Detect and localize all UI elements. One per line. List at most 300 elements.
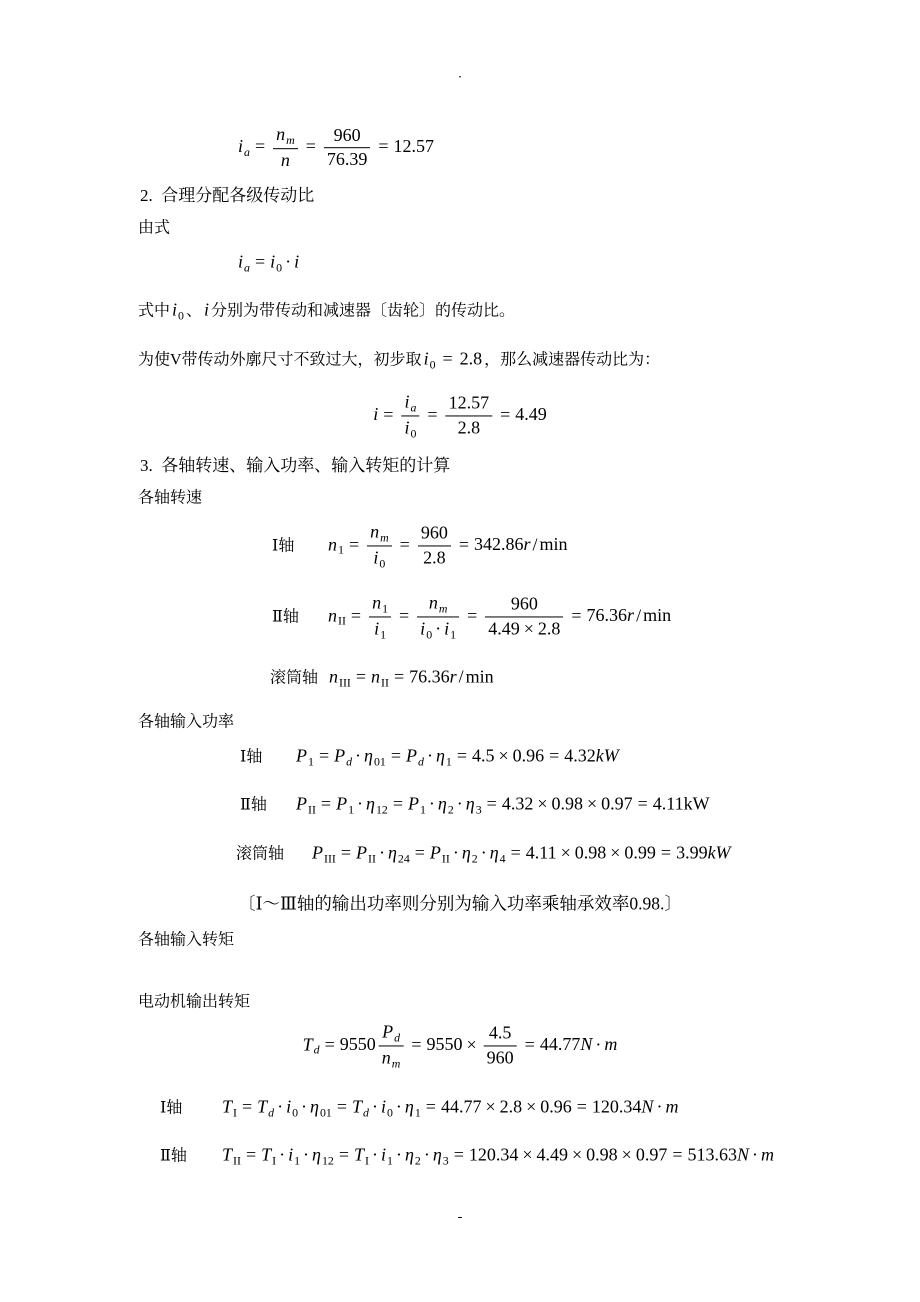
math-symbol: N xyxy=(736,1144,749,1165)
fraction-denominator xyxy=(446,417,493,440)
math-value: 0.98 xyxy=(586,1144,618,1165)
math-number xyxy=(489,1023,512,1043)
math-symbol: i xyxy=(373,547,379,568)
fraction-denominator xyxy=(379,1047,404,1071)
math-value: 0.96 xyxy=(540,1096,572,1117)
math-operator: × xyxy=(526,1096,537,1117)
math-value: 2.8 xyxy=(537,618,561,639)
math-operator: = xyxy=(348,534,360,555)
math-variable xyxy=(354,1144,369,1168)
math-subscript: 1 xyxy=(348,802,355,817)
math-operator: = xyxy=(467,605,478,626)
fraction-denominator xyxy=(485,618,563,641)
math-operator: = xyxy=(338,1144,349,1165)
math-operator: = xyxy=(486,793,497,814)
math-operator: = xyxy=(390,745,401,766)
math-variable xyxy=(288,1144,301,1168)
math-operator: · xyxy=(426,745,433,766)
math-variable xyxy=(328,534,344,557)
math-operator: = xyxy=(254,136,266,157)
math-subscript: 1 xyxy=(419,802,426,817)
math-variable xyxy=(336,793,355,817)
math-symbol: i xyxy=(270,251,276,272)
math-operator: = xyxy=(411,1034,422,1055)
math-value: 0.96 xyxy=(512,745,545,766)
math-symbol: P xyxy=(296,793,307,814)
math-subscript: 24 xyxy=(397,851,410,866)
math-variable xyxy=(382,1021,401,1045)
math-variable xyxy=(461,842,478,866)
math-subscript: 3 xyxy=(475,802,482,817)
math-subscript: 0 xyxy=(292,1105,299,1120)
math-operator: × xyxy=(572,1144,583,1165)
math-subscript: d xyxy=(418,754,424,769)
math-symbol: n xyxy=(372,592,382,613)
math-operator: / xyxy=(458,666,464,687)
math-subscript: 01 xyxy=(319,1105,332,1120)
math-value: min xyxy=(465,666,494,687)
math-symbol: T xyxy=(261,1144,272,1165)
math-operator: · xyxy=(357,793,364,814)
math-symbol: η xyxy=(489,842,499,863)
motor-torque-heading: 电动机输出转矩 xyxy=(138,993,251,1011)
math-symbol: N xyxy=(641,1096,654,1117)
math-symbol: η xyxy=(404,1144,414,1165)
math-number xyxy=(515,404,547,424)
math-symbol: i xyxy=(288,1144,294,1165)
math-subscript: m xyxy=(380,530,389,545)
math-number xyxy=(472,745,495,765)
math-subscript: 3 xyxy=(442,1153,449,1168)
math-variable xyxy=(580,1034,592,1054)
math-symbol: i xyxy=(203,299,209,320)
math-variable xyxy=(276,124,295,147)
math-subscript: 1 xyxy=(387,1153,393,1168)
output-power-note: 〔Ⅰ～Ⅲ轴的输出功率则分别为输入功率乘轴承效率0.98.〕 xyxy=(238,893,682,914)
fraction-numerator xyxy=(369,592,391,617)
math-variable xyxy=(371,666,389,690)
fraction-numerator xyxy=(324,125,371,149)
math-symbol: η xyxy=(435,745,445,766)
math-variable xyxy=(374,618,387,642)
math-variable xyxy=(435,745,452,769)
math-variable xyxy=(366,793,388,817)
math-number xyxy=(513,745,545,765)
math-value: 960 xyxy=(420,522,448,543)
math-symbol: η xyxy=(461,842,471,863)
fraction xyxy=(417,592,459,641)
math-symbol: η xyxy=(465,793,475,814)
math-value: 2.8 xyxy=(457,417,481,438)
math-number xyxy=(575,842,607,862)
formula-power-drum-shaft xyxy=(312,842,731,865)
math-subscript: II xyxy=(338,613,346,628)
math-symbol: η xyxy=(364,745,373,766)
math-value: 76.39 xyxy=(326,149,368,170)
shaft-power-heading: 各轴输入功率 xyxy=(138,713,235,731)
math-symbol: η xyxy=(404,1096,414,1117)
math-symbol: n xyxy=(370,521,380,542)
math-number xyxy=(586,1144,618,1164)
math-variable xyxy=(286,1096,299,1120)
math-symbol: i xyxy=(172,299,178,320)
math-number xyxy=(537,1144,569,1164)
text-run: ，那么减速器传动比为： xyxy=(484,351,661,369)
math-variable xyxy=(370,521,389,545)
math-operator: × xyxy=(560,842,571,863)
math-number xyxy=(488,619,520,639)
math-variable xyxy=(380,1144,393,1168)
math-subscript: III xyxy=(324,851,336,866)
math-variable xyxy=(404,391,417,415)
math-subscript: 4 xyxy=(499,851,506,866)
math-variable xyxy=(407,793,426,817)
math-variable xyxy=(429,842,450,866)
math-operator: · xyxy=(456,793,463,814)
text-run: 式中 xyxy=(138,302,171,320)
math-number xyxy=(441,1096,482,1116)
math-number xyxy=(540,1096,572,1116)
math-operator: · xyxy=(423,1144,430,1165)
math-number xyxy=(458,418,481,438)
fraction xyxy=(273,124,298,172)
math-value: 513.63 xyxy=(687,1144,737,1165)
math-variable xyxy=(172,299,184,323)
section-3-heading: 3. 各轴转速、输入功率、输入转矩的计算 xyxy=(140,455,451,475)
math-subscript: II xyxy=(441,851,450,866)
math-variable xyxy=(294,251,299,271)
text-run: 、 xyxy=(185,302,202,320)
formula-torque-shaft-2 xyxy=(222,1144,774,1167)
math-symbol: T xyxy=(257,1096,268,1117)
math-variable xyxy=(372,592,389,616)
math-variable xyxy=(281,150,290,170)
math-symbol: r xyxy=(523,534,531,555)
math-value: 9550 xyxy=(426,1034,463,1055)
math-subscript: 1 xyxy=(450,627,457,642)
shaft-torque-heading: 各轴输入转矩 xyxy=(138,931,235,949)
math-number xyxy=(500,1096,523,1116)
math-operator: = xyxy=(427,404,438,425)
math-operator: = xyxy=(399,534,410,555)
math-variable xyxy=(261,1144,277,1168)
math-symbol: P xyxy=(296,745,307,766)
math-subscript: 12 xyxy=(321,1153,334,1168)
shaft-label: Ⅰ轴 xyxy=(272,537,295,555)
math-number xyxy=(540,1034,581,1054)
fraction-numerator xyxy=(367,521,392,546)
math-subscript: 01 xyxy=(373,754,386,769)
math-number xyxy=(340,1034,376,1054)
math-value: 0.97 xyxy=(635,1144,668,1165)
math-operator: = xyxy=(425,1096,436,1117)
math-value: 4.11 xyxy=(525,842,557,863)
fraction-denominator xyxy=(273,149,298,172)
math-variable xyxy=(404,1144,421,1168)
math-operator: = xyxy=(571,605,582,626)
math-value: 2.8 xyxy=(459,348,483,369)
math-number xyxy=(676,842,708,862)
math-symbol: P xyxy=(312,842,323,863)
math-operator: = xyxy=(576,1096,587,1117)
math-operator: × xyxy=(522,1144,533,1165)
math-variable xyxy=(312,842,336,866)
math-number xyxy=(474,534,524,554)
math-value: min xyxy=(643,605,672,626)
math-number xyxy=(526,842,557,862)
math-symbol: n xyxy=(381,1047,391,1068)
math-number xyxy=(540,534,568,554)
math-variable xyxy=(238,136,250,159)
math-operator: / xyxy=(532,534,538,555)
math-number xyxy=(334,125,361,145)
fraction xyxy=(418,523,451,569)
math-subscript: d xyxy=(394,1030,401,1045)
math-operator: = xyxy=(378,136,389,157)
math-value: 4.32 xyxy=(564,745,596,766)
math-value: 4.11kW xyxy=(652,793,710,814)
math-number xyxy=(469,1144,519,1164)
math-subscript: 1 xyxy=(414,1105,421,1120)
math-operator: = xyxy=(524,1034,535,1055)
fraction xyxy=(369,592,391,641)
math-variable xyxy=(708,842,731,862)
math-variable xyxy=(596,745,619,765)
math-operator: · xyxy=(371,1096,378,1117)
fraction-numerator xyxy=(446,393,493,417)
math-subscript: 1 xyxy=(382,601,389,616)
formula-speed-shaft-1 xyxy=(328,521,568,570)
math-operator: = xyxy=(414,842,425,863)
math-operator: = xyxy=(500,404,511,425)
math-variable xyxy=(296,745,314,769)
math-variable xyxy=(381,1047,401,1071)
math-operator: = xyxy=(340,842,352,863)
math-symbol: η xyxy=(312,1144,321,1165)
math-operator: = xyxy=(254,251,266,272)
math-symbol: P xyxy=(356,842,368,863)
math-symbol: kW xyxy=(707,842,731,863)
math-subscript: 1 xyxy=(445,754,452,769)
math-variable xyxy=(406,745,424,769)
math-symbol: η xyxy=(366,793,375,814)
shaft-label: Ⅱ轴 xyxy=(160,1147,187,1165)
formula-reducer-ratio xyxy=(373,391,546,440)
math-subscript: 2 xyxy=(447,802,454,817)
math-operator: = xyxy=(672,1144,683,1165)
shaft-label: Ⅱ轴 xyxy=(240,796,267,814)
fraction-numerator xyxy=(485,594,563,618)
fraction xyxy=(379,1021,404,1070)
math-subscript: 2 xyxy=(414,1153,421,1168)
math-variable xyxy=(428,592,448,616)
math-symbol: T xyxy=(354,1144,365,1165)
math-variable xyxy=(489,842,506,866)
math-variable xyxy=(222,1144,241,1168)
math-operator: = xyxy=(453,1144,464,1165)
math-symbol: n xyxy=(371,666,381,687)
math-symbol: n xyxy=(329,666,338,687)
formula-speed-shaft-2 xyxy=(328,592,671,641)
math-value: 12.57 xyxy=(393,136,434,157)
math-symbol: P xyxy=(429,842,441,863)
fraction xyxy=(485,594,563,640)
math-operator: × xyxy=(586,793,598,814)
math-operator: · xyxy=(285,251,292,272)
math-operator: = xyxy=(336,1096,348,1117)
math-variable xyxy=(373,404,378,424)
math-subscript: 0 xyxy=(276,260,283,275)
shaft-label: 滚筒轴 xyxy=(236,845,285,863)
math-subscript: II xyxy=(368,851,376,866)
math-symbol: n xyxy=(328,605,337,626)
math-value: 0.98 xyxy=(574,842,607,863)
math-variable xyxy=(437,793,454,817)
math-subscript: 0 xyxy=(410,426,417,441)
math-value: 4.49 xyxy=(488,618,520,639)
fraction-denominator xyxy=(417,618,459,642)
math-operator: = xyxy=(305,136,316,157)
math-variable xyxy=(465,793,482,817)
math-value: 4.49 xyxy=(515,404,547,425)
shaft-label: Ⅰ轴 xyxy=(160,1099,183,1117)
math-operator: / xyxy=(636,605,642,626)
math-operator: = xyxy=(399,605,410,626)
math-value: 2.8 xyxy=(499,1096,523,1117)
math-variable xyxy=(450,666,457,686)
math-symbol: r xyxy=(449,666,457,687)
text-run: 分别为带传动和减速器〔齿轮〕的传动比。 xyxy=(211,302,516,320)
math-variable xyxy=(302,1034,320,1057)
math-subscript: d xyxy=(363,1105,369,1120)
math-operator: × xyxy=(523,618,534,639)
math-symbol: T xyxy=(302,1034,313,1055)
math-variable xyxy=(364,745,386,769)
math-value: 960 xyxy=(333,124,361,145)
math-symbol: n xyxy=(328,534,337,555)
math-operator: = xyxy=(637,793,648,814)
fraction-denominator xyxy=(324,149,371,172)
math-symbol: η xyxy=(432,1144,442,1165)
math-number xyxy=(511,594,538,614)
math-symbol: P xyxy=(406,745,417,766)
math-subscript: d xyxy=(268,1105,275,1120)
math-subscript: I xyxy=(233,1105,237,1120)
fraction-numerator xyxy=(417,592,459,617)
math-variable xyxy=(665,1096,678,1116)
formula-speed-drum-shaft xyxy=(329,666,494,689)
formula-ratio-split xyxy=(238,251,299,274)
math-value: min xyxy=(539,534,568,555)
math-number xyxy=(624,842,656,862)
math-symbol: P xyxy=(334,745,346,766)
math-symbol: η xyxy=(437,793,447,814)
math-symbol: η xyxy=(387,842,397,863)
math-operator: = xyxy=(456,745,467,766)
math-variable xyxy=(222,1096,237,1120)
math-variable xyxy=(334,745,353,769)
math-symbol: i xyxy=(374,618,380,639)
math-variable xyxy=(404,1096,421,1120)
math-value: 12.57 xyxy=(448,392,490,413)
math-symbol: m xyxy=(665,1096,679,1117)
fraction-denominator xyxy=(369,618,391,642)
math-subscript: 0 xyxy=(429,357,436,372)
math-subscript: m xyxy=(391,1056,401,1071)
math-symbol: i xyxy=(238,136,244,157)
math-subscript: 1 xyxy=(380,627,387,642)
shaft-label: 滚筒轴 xyxy=(270,669,319,687)
math-value: 44.77 xyxy=(440,1096,482,1117)
fraction xyxy=(484,1023,517,1069)
fraction-denominator xyxy=(367,547,392,571)
math-operator: · xyxy=(435,618,442,639)
math-number xyxy=(551,793,583,813)
math-variable xyxy=(444,618,457,642)
math-symbol: η xyxy=(310,1096,319,1117)
math-subscript: III xyxy=(339,675,351,690)
math-variable xyxy=(420,618,433,642)
math-operator: · xyxy=(279,1144,286,1165)
formula-torque-shaft-1 xyxy=(222,1096,678,1119)
math-operator: × xyxy=(610,842,621,863)
math-operator: · xyxy=(378,842,385,863)
math-number xyxy=(687,1144,737,1164)
math-value: 0.98 xyxy=(551,793,583,814)
math-variable xyxy=(204,299,209,319)
math-variable xyxy=(523,534,530,554)
math-operator: = xyxy=(355,666,367,687)
math-symbol: n xyxy=(280,150,290,171)
math-symbol: i xyxy=(294,251,300,272)
math-subscript: 0 xyxy=(426,627,433,642)
math-variable xyxy=(328,605,346,628)
math-value: 4.49 xyxy=(536,1144,568,1165)
where-explanation-text xyxy=(138,299,515,322)
math-number xyxy=(466,666,494,686)
math-variable xyxy=(627,605,634,625)
math-value: 120.34 xyxy=(591,1096,642,1117)
math-operator: × xyxy=(498,745,509,766)
math-subscript: I xyxy=(365,1153,369,1168)
math-subscript: 1 xyxy=(308,754,314,769)
math-variable xyxy=(310,1096,332,1120)
math-variable xyxy=(761,1144,774,1164)
math-operator: = xyxy=(383,404,394,425)
math-value: 76.36 xyxy=(409,666,450,687)
math-symbol: kW xyxy=(595,745,619,766)
math-subscript: d xyxy=(313,1042,320,1057)
formula-power-shaft-1 xyxy=(296,745,619,768)
math-operator: × xyxy=(621,1144,632,1165)
section-2-heading: 2. 合理分配各级传动比 xyxy=(140,185,315,205)
formula-motor-torque xyxy=(303,1021,618,1070)
math-value: 960 xyxy=(486,1047,514,1068)
footer-mark: - xyxy=(457,1209,463,1225)
math-symbol: i xyxy=(444,618,450,639)
math-symbol: P xyxy=(407,793,419,814)
math-number xyxy=(421,523,448,543)
math-subscript: 0 xyxy=(386,1105,393,1120)
math-operator: · xyxy=(355,745,362,766)
math-subscript: 0 xyxy=(379,556,386,571)
math-operator: · xyxy=(277,1096,284,1117)
math-number xyxy=(653,793,710,813)
math-subscript: m xyxy=(438,601,448,616)
math-variable xyxy=(404,417,417,441)
math-symbol: P xyxy=(382,1021,394,1042)
math-operator: = xyxy=(393,666,405,687)
